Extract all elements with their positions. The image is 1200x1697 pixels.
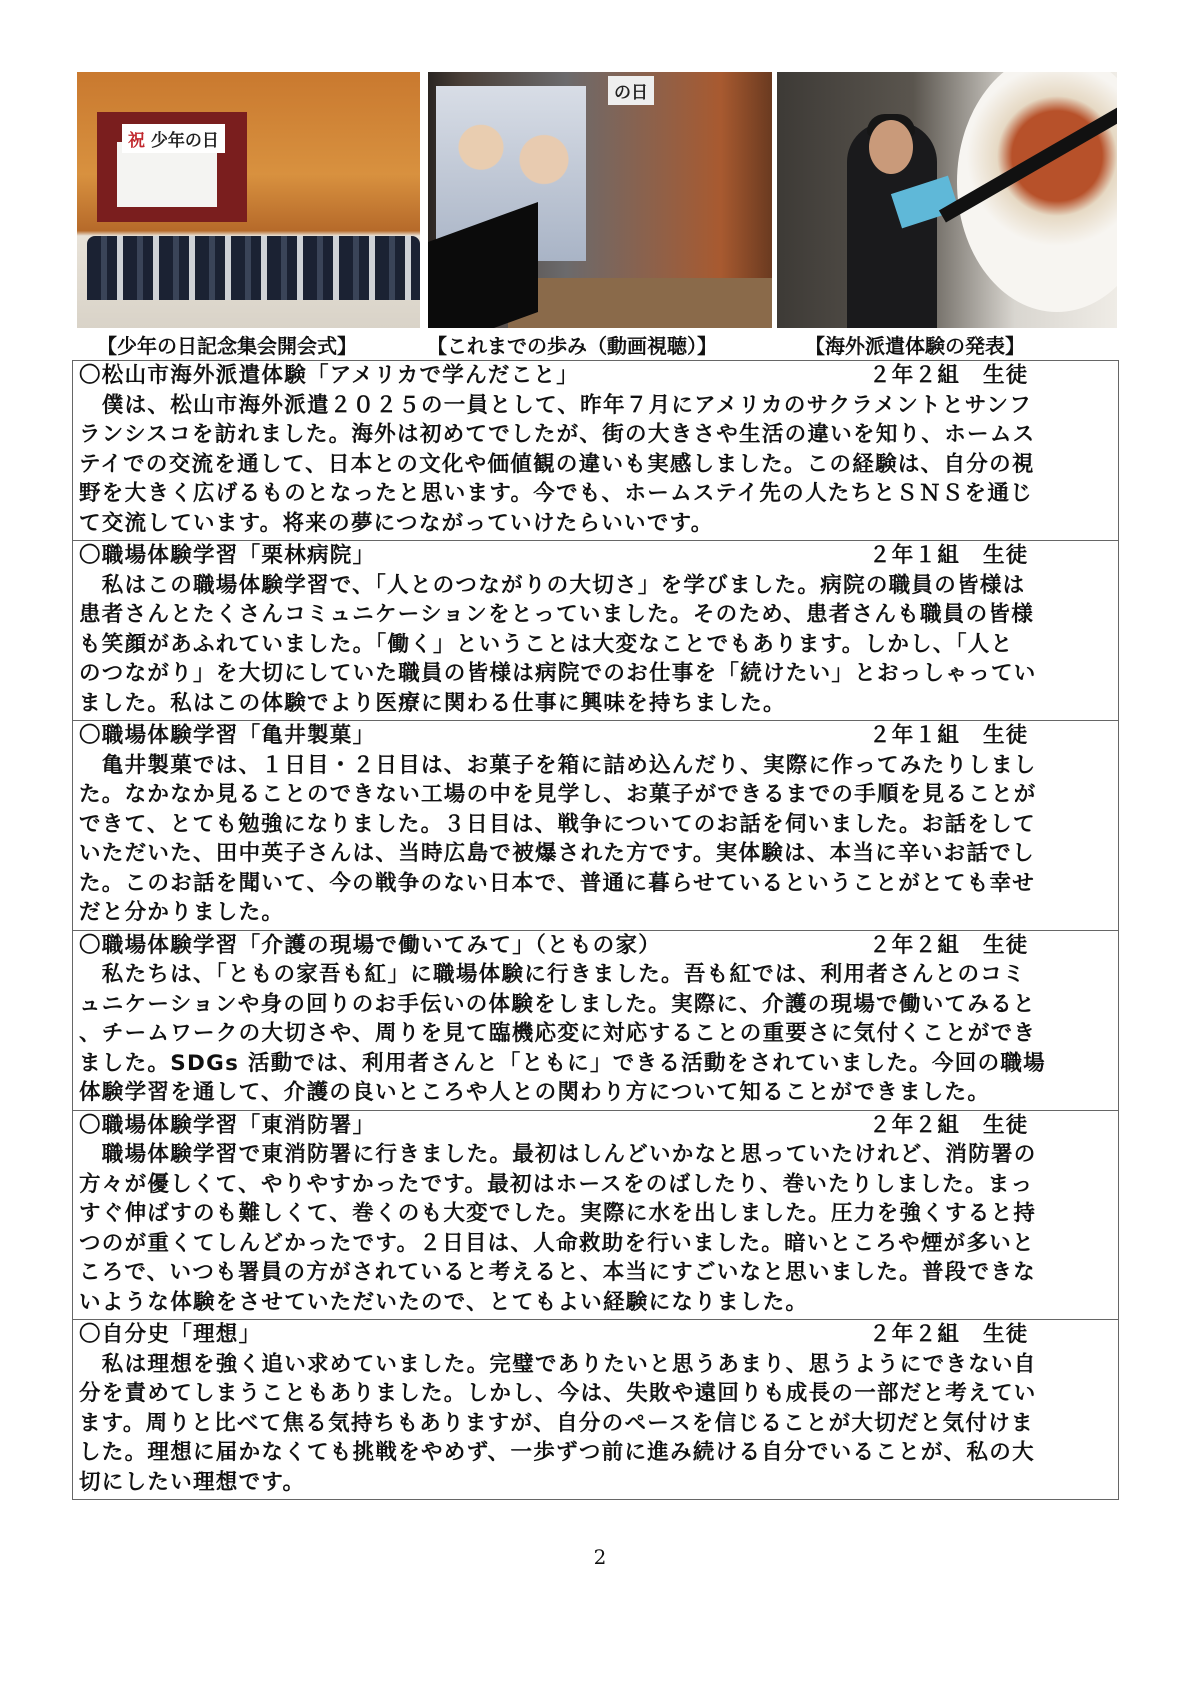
- section-header: [79, 541, 1118, 571]
- body-line: 僕は、松山市海外派遣２０２５の一員として、昨年７月にアメリカのサクラメントとサンフ: [79, 392, 1033, 418]
- essay-section: [73, 720, 1118, 930]
- body-line: だと分かりました。: [79, 900, 285, 925]
- body-line: 私は理想を強く追い求めていました。完璧でありたいと思うあまり、思うようにできない自: [79, 1351, 1037, 1377]
- stage-banner: 祝 少年の日: [122, 124, 225, 153]
- body-line: も笑顔があふれていました。「働く」ということは大変なことでもあります。しかし、「人と: [79, 631, 1014, 657]
- body-line: すぐ伸ばすのも難しくて、巻くのも大変でした。実際に水を出しました。圧力を強くすると持: [79, 1201, 1037, 1226]
- section-grade: ２年２組 生徒: [869, 1322, 1029, 1347]
- body-line: いような体験をさせていただいたので、とてもよい経験になりました。: [79, 1289, 809, 1315]
- caption-video-viewing: 【これまでの歩み（動画視聴）】: [427, 334, 717, 358]
- body-line: いただいた、田中英子さんは、当時広島で被爆された方です。実体験は、本当に辛いお話でし: [79, 841, 1035, 866]
- body-line: した。理想に届かなくても挑戦をやめず、一歩ずつ前に進み続ける自分でいることが、私の大: [79, 1440, 1035, 1465]
- body-line: 野を大きく広げるものとなったと思います。今でも、ホームステイ先の人たちとＳＮＳを通じ: [79, 481, 1033, 506]
- stage-banner-partial: の日: [608, 76, 654, 105]
- stage-floor: [508, 278, 772, 328]
- essay-section: [73, 930, 1118, 1110]
- section-header: [79, 1320, 1118, 1350]
- body-line: て交流しています。将来の夢につながっていけたらいいです。: [79, 510, 714, 536]
- photo-overseas-presentation: [777, 72, 1117, 328]
- section-title: 〇自分史「理想」: [79, 1322, 262, 1347]
- section-title: 〇松山市海外派遣体験「アメリカで学んだこと」: [79, 363, 580, 388]
- body-line: できて、とても勉強になりました。３日目は、戦争についてのお話を伺いました。お話をして: [79, 811, 1036, 837]
- section-header: [79, 1111, 1118, 1141]
- essay-table: [72, 360, 1119, 1500]
- body-line: 私たちは、「ともの家吾も紅」に職場体験に行きました。吾も紅では、利用者さんとのコミ: [79, 962, 1026, 987]
- section-grade: ２年１組 生徒: [869, 723, 1029, 748]
- body-line: 切にしたい理想です。: [79, 1469, 306, 1495]
- photo-opening-ceremony: [77, 72, 420, 328]
- body-line: 私はこの職場体験学習で、「人とのつながりの大切さ」を学びました。病院の職員の皆様は: [79, 572, 1026, 598]
- section-title: 〇職場体験学習「介護の現場で働いてみて」（ともの家）: [79, 932, 662, 958]
- seated-students: [87, 236, 420, 300]
- caption-overseas-presentation: 【海外派遣体験の発表】: [805, 334, 1025, 358]
- body-line: 分を責めてしまうこともありました。しかし、今は、失敗や遠回りも成長の一部だと考えてい: [79, 1381, 1037, 1406]
- body-line: 方々が優しくて、やりやすかったです。最初はホースをのばしたり、巻いたりしました。まっ: [79, 1171, 1034, 1197]
- body-line: た。なかなか見ることのできない工場の中を見学し、お菓子ができるまでの手順を見ることが: [79, 782, 1037, 807]
- essay-section: [73, 1319, 1118, 1499]
- essay-section: [73, 1110, 1118, 1320]
- speaker-face: [869, 120, 913, 174]
- body-line: た。このお話を聞いて、今の戦争のない日本で、普通に暮らせているということがとても幸せ: [79, 870, 1036, 896]
- body-line: 体験学習を通して、介護の良いところや人との関わり方について知ることができました。: [79, 1080, 991, 1105]
- body-line: 亀井製菓では、１日目・２日目は、お菓子を箱に詰め込んだり、実際に作ってみたりしまし: [79, 752, 1037, 778]
- body-line: テイでの交流を通して、日本との文化や価値観の違いも実感しました。この経験は、自分の視: [79, 451, 1035, 477]
- section-header: [79, 721, 1118, 751]
- body-line: 患者さんとたくさんコミュニケーションをとっていました。そのため、患者さんも職員の皆様: [79, 602, 1035, 627]
- section-title: 〇職場体験学習「栗林病院」: [79, 543, 376, 568]
- section-grade: ２年２組 生徒: [869, 932, 1029, 958]
- section-header: [79, 931, 1118, 961]
- section-grade: ２年１組 生徒: [869, 543, 1029, 568]
- section-grade: ２年２組 生徒: [869, 363, 1029, 388]
- body-line: ュニケーションや身の回りのお手伝いの体験をしました。実際に、介護の現場で働いてみると: [79, 991, 1036, 1017]
- photo-captions: [77, 330, 1122, 360]
- body-line: ました。私はこの体験でより医療に関わる仕事に興味を持ちました。: [79, 690, 786, 716]
- section-header: [79, 361, 1118, 391]
- caption-opening-ceremony: 【少年の日記念集会開会式】: [97, 334, 357, 358]
- body-line: つのが重くてしんどかったです。２日目は、人命救助を行いました。暗いところや煙が多いと: [79, 1230, 1035, 1256]
- body-line: のつながり」を大切にしていた職員の皆様は病院でのお仕事を「続けたい」とおっしゃってい: [79, 661, 1037, 686]
- body-line: 、チームワークの大切さや、周りを見て臨機応変に対応することの重要さに気付くことができ: [79, 1021, 1037, 1046]
- photo-video-viewing: [428, 72, 772, 328]
- section-title: 〇職場体験学習「亀井製菓」: [79, 723, 376, 748]
- section-grade: ２年２組 生徒: [869, 1112, 1029, 1138]
- body-line: 職場体験学習で東消防署に行きました。最初はしんどいかなと思っていたけれど、消防署の: [79, 1142, 1037, 1167]
- body-line: ました。SDGs 活動では、利用者さんと「ともに」できる活動をされていました。今回の職場: [79, 1050, 1046, 1076]
- essay-section: [73, 540, 1118, 720]
- body-line: ランシスコを訪れました。海外は初めてでしたが、街の大きさや生活の違いを知り、ホームス: [79, 422, 1036, 447]
- section-title: 〇職場体験学習「東消防署」: [79, 1112, 376, 1138]
- essay-section: [73, 361, 1118, 540]
- body-line: ます。周りと比べて焦る気持ちもありますが、自分のペースを信じることが大切だと気付けま: [79, 1410, 1034, 1436]
- body-line: ころで、いつも署員の方がされていると考えると、本当にすごいなと思いました。普段できな: [79, 1260, 1036, 1285]
- page-number: 2: [593, 1545, 607, 1569]
